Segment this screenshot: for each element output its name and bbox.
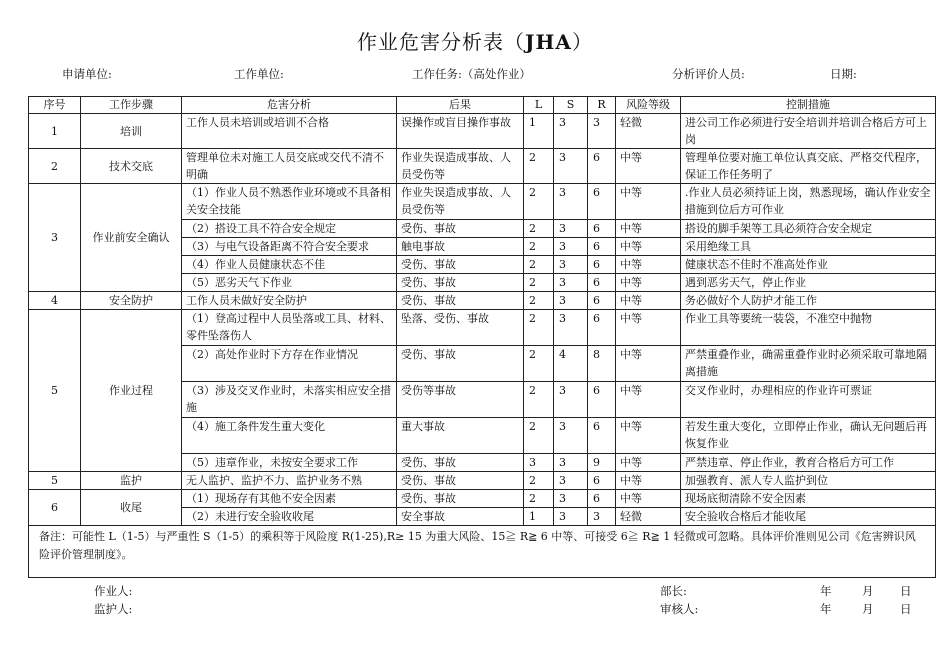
control-measure-cell: 现场底彻清除不安全因素 xyxy=(681,490,936,508)
severity-cell: 3 xyxy=(554,274,588,292)
risk-cell: 6 xyxy=(588,310,616,346)
task-label: 工作任务:（高处作业） xyxy=(412,67,531,81)
severity-cell: 3 xyxy=(554,114,588,149)
hazard-cell: 管理单位未对施工人员交底或交代不清不明确 xyxy=(182,149,397,184)
likelihood-cell: 2 xyxy=(524,238,554,256)
likelihood-cell: 1 xyxy=(524,508,554,526)
risk-cell: 6 xyxy=(588,490,616,508)
likelihood-cell: 2 xyxy=(524,346,554,382)
likelihood-cell: 2 xyxy=(524,256,554,274)
hazard-cell: 工作人员未做好安全防护 xyxy=(182,292,397,310)
table-header-row xyxy=(29,97,936,114)
worker-signature-label: 作业人: xyxy=(94,584,133,598)
supervisor-signature-label: 监护人: xyxy=(94,602,133,616)
work-step: 安全防护 xyxy=(81,292,182,310)
row-number: 3 xyxy=(29,184,81,292)
severity-cell: 3 xyxy=(554,220,588,238)
header-s: S xyxy=(554,97,588,114)
hazard-cell: （1）现场存有其他不安全因素 xyxy=(182,490,397,508)
work-step: 作业过程 xyxy=(81,310,182,472)
hazard-cell: （3）与电气设备距离不符合安全要求 xyxy=(182,238,397,256)
risk-level-cell: 中等 xyxy=(616,149,681,184)
header-no: 序号 xyxy=(29,97,81,114)
sign-day-1: 日 xyxy=(900,584,912,598)
consequence-cell: 安全事故 xyxy=(397,508,524,526)
hazard-cell: （2）搭设工具不符合安全规定 xyxy=(182,220,397,238)
consequence-cell: 作业失误造成事故、人员受伤等 xyxy=(397,184,524,220)
likelihood-cell: 2 xyxy=(524,184,554,220)
likelihood-cell: 2 xyxy=(524,310,554,346)
consequence-cell: 受伤、事故 xyxy=(397,472,524,490)
risk-cell: 3 xyxy=(588,114,616,149)
reviewer-signature-label: 审核人: xyxy=(660,602,699,616)
header-r: R xyxy=(588,97,616,114)
control-measure-cell: 进公司工作必须进行安全培训并培训合格后方可上岗 xyxy=(681,114,936,149)
work-step: 监护 xyxy=(81,472,182,490)
risk-level-cell: 中等 xyxy=(616,418,681,454)
likelihood-cell: 2 xyxy=(524,274,554,292)
hazard-cell: （5）违章作业，未按安全要求工作 xyxy=(182,454,397,472)
risk-level-cell: 中等 xyxy=(616,292,681,310)
hazard-cell: （1）登高过程中人员坠落或工具、材料、零件坠落伤人 xyxy=(182,310,397,346)
likelihood-cell: 1 xyxy=(524,114,554,149)
assessor-label: 分析评价人员: xyxy=(672,67,745,81)
row-number: 4 xyxy=(29,292,81,310)
severity-cell: 3 xyxy=(554,490,588,508)
risk-level-cell: 中等 xyxy=(616,274,681,292)
risk-level-cell: 中等 xyxy=(616,256,681,274)
work-step: 作业前安全确认 xyxy=(81,184,182,292)
work-unit-label: 工作单位: xyxy=(234,67,284,81)
hazard-cell: （4）作业人员健康状态不佳 xyxy=(182,256,397,274)
jha-table xyxy=(28,96,936,578)
risk-cell: 6 xyxy=(588,184,616,220)
sign-year-1: 年 xyxy=(820,584,832,598)
risk-cell: 6 xyxy=(588,220,616,238)
consequence-cell: 重大事故 xyxy=(397,418,524,454)
control-measure-cell: 交叉作业时，办理相应的作业许可票证 xyxy=(681,382,936,418)
consequence-cell: 受伤等事故 xyxy=(397,382,524,418)
risk-level-cell: 中等 xyxy=(616,346,681,382)
consequence-cell: 受伤、事故 xyxy=(397,274,524,292)
header-l: L xyxy=(524,97,554,114)
risk-level-cell: 中等 xyxy=(616,472,681,490)
minister-signature-label: 部长: xyxy=(660,584,687,598)
work-step: 收尾 xyxy=(81,490,182,526)
likelihood-cell: 2 xyxy=(524,382,554,418)
severity-cell: 3 xyxy=(554,184,588,220)
severity-cell: 3 xyxy=(554,454,588,472)
severity-cell: 3 xyxy=(554,382,588,418)
consequence-cell: 受伤、事故 xyxy=(397,454,524,472)
consequence-cell: 受伤、事故 xyxy=(397,346,524,382)
severity-cell: 3 xyxy=(554,508,588,526)
work-step: 培训 xyxy=(81,114,182,149)
risk-cell: 6 xyxy=(588,292,616,310)
hazard-cell: （4）施工条件发生重大变化 xyxy=(182,418,397,454)
risk-level-cell: 中等 xyxy=(616,310,681,346)
likelihood-cell: 2 xyxy=(524,472,554,490)
risk-cell: 6 xyxy=(588,238,616,256)
sign-day-2: 日 xyxy=(900,602,912,616)
date-label: 日期: xyxy=(830,67,857,81)
consequence-cell: 受伤、事故 xyxy=(397,490,524,508)
table-row xyxy=(29,114,936,149)
severity-cell: 3 xyxy=(554,472,588,490)
risk-cell: 9 xyxy=(588,454,616,472)
risk-cell: 6 xyxy=(588,149,616,184)
row-number: 1 xyxy=(29,114,81,149)
risk-level-cell: 中等 xyxy=(616,184,681,220)
table-row xyxy=(29,490,936,508)
applicant-label: 申请单位: xyxy=(62,67,112,81)
note-text: 备注：可能性 L（1-5）与严重性 S（1-5）的乘积等于风险度 R(1-25),R≥ 15 为重大风险、15≧ R≧ 6 中等、可接受 6≧ R≧ 1 轻微或可忽略。具体评价准则见公司《危害辨识风险评价管理制度》。 xyxy=(29,526,936,578)
risk-level-cell: 中等 xyxy=(616,454,681,472)
control-measure-cell: 严禁违章、停止作业，教育合格后方可工作 xyxy=(681,454,936,472)
risk-level-cell: 中等 xyxy=(616,490,681,508)
document-title: 作业危害分析表（JHA） xyxy=(357,30,593,54)
control-measure-cell: .作业人员必须持证上岗，熟悉现场，确认作业安全措施到位后方可作业 xyxy=(681,184,936,220)
risk-level-cell: 轻微 xyxy=(616,114,681,149)
control-measure-cell: 若发生重大变化，立即停止作业，确认无问题后再恢复作业 xyxy=(681,418,936,454)
header-consequence: 后果 xyxy=(397,97,524,114)
row-number: 6 xyxy=(29,490,81,526)
consequence-cell: 触电事故 xyxy=(397,238,524,256)
table-row xyxy=(29,310,936,346)
sign-month-2: 月 xyxy=(862,602,874,616)
control-measure-cell: 健康状态不佳时不准高处作业 xyxy=(681,256,936,274)
control-measure-cell: 加强教育、派人专人监护到位 xyxy=(681,472,936,490)
hazard-cell: （1）作业人员不熟悉作业环境或不具备相关安全技能 xyxy=(182,184,397,220)
consequence-cell: 坠落、受伤、事故 xyxy=(397,310,524,346)
header-control: 控制措施 xyxy=(681,97,936,114)
likelihood-cell: 2 xyxy=(524,220,554,238)
note-row xyxy=(29,526,936,578)
risk-level-cell: 轻微 xyxy=(616,508,681,526)
table-row xyxy=(29,184,936,220)
consequence-cell: 受伤、事故 xyxy=(397,292,524,310)
control-measure-cell: 作业工具等要统一装袋，不准空中抛物 xyxy=(681,310,936,346)
control-measure-cell: 严禁重叠作业，确需重叠作业时必须采取可靠地隔离措施 xyxy=(681,346,936,382)
risk-cell: 6 xyxy=(588,472,616,490)
header-level: 风险等级 xyxy=(616,97,681,114)
sign-year-2: 年 xyxy=(820,602,832,616)
risk-cell: 6 xyxy=(588,274,616,292)
risk-level-cell: 中等 xyxy=(616,238,681,256)
risk-level-cell: 中等 xyxy=(616,382,681,418)
hazard-cell: （3）涉及交叉作业时，未落实相应安全措施 xyxy=(182,382,397,418)
severity-cell: 3 xyxy=(554,149,588,184)
risk-cell: 3 xyxy=(588,508,616,526)
hazard-cell: （2）高处作业时下方存在作业情况 xyxy=(182,346,397,382)
control-measure-cell: 管理单位要对施工单位认真交底、严格交代程序，保证工作任务明了 xyxy=(681,149,936,184)
severity-cell: 3 xyxy=(554,418,588,454)
hazard-cell: 无人监护、监护不力、监护业务不熟 xyxy=(182,472,397,490)
hazard-cell: 工作人员未培训或培训不合格 xyxy=(182,114,397,149)
likelihood-cell: 3 xyxy=(524,454,554,472)
risk-cell: 8 xyxy=(588,346,616,382)
consequence-cell: 作业失误造成事故、人员受伤等 xyxy=(397,149,524,184)
control-measure-cell: 遇到恶劣天气，停止作业 xyxy=(681,274,936,292)
severity-cell: 3 xyxy=(554,238,588,256)
row-number: 2 xyxy=(29,149,81,184)
consequence-cell: 误操作或盲目操作事故 xyxy=(397,114,524,149)
risk-cell: 6 xyxy=(588,256,616,274)
control-measure-cell: 搭设的脚手架等工具必须符合安全规定 xyxy=(681,220,936,238)
control-measure-cell: 务必做好个人防护才能工作 xyxy=(681,292,936,310)
severity-cell: 3 xyxy=(554,310,588,346)
severity-cell: 3 xyxy=(554,256,588,274)
work-step: 技术交底 xyxy=(81,149,182,184)
risk-cell: 6 xyxy=(588,418,616,454)
sign-month-1: 月 xyxy=(862,584,874,598)
hazard-cell: （2）未进行安全验收收尾 xyxy=(182,508,397,526)
severity-cell: 3 xyxy=(554,292,588,310)
table-row xyxy=(29,472,936,490)
likelihood-cell: 2 xyxy=(524,418,554,454)
table-row xyxy=(29,292,936,310)
control-measure-cell: 采用绝缘工具 xyxy=(681,238,936,256)
likelihood-cell: 2 xyxy=(524,490,554,508)
consequence-cell: 受伤、事故 xyxy=(397,256,524,274)
risk-level-cell: 中等 xyxy=(616,220,681,238)
hazard-cell: （5）恶劣天气下作业 xyxy=(182,274,397,292)
row-number: 5 xyxy=(29,310,81,472)
consequence-cell: 受伤、事故 xyxy=(397,220,524,238)
table-row xyxy=(29,149,936,184)
header-step: 工作步骤 xyxy=(81,97,182,114)
control-measure-cell: 安全验收合格后才能收尾 xyxy=(681,508,936,526)
table-body xyxy=(29,114,936,578)
header-hazard: 危害分析 xyxy=(182,97,397,114)
risk-cell: 6 xyxy=(588,382,616,418)
severity-cell: 4 xyxy=(554,346,588,382)
likelihood-cell: 2 xyxy=(524,149,554,184)
row-number: 5 xyxy=(29,472,81,490)
likelihood-cell: 2 xyxy=(524,292,554,310)
